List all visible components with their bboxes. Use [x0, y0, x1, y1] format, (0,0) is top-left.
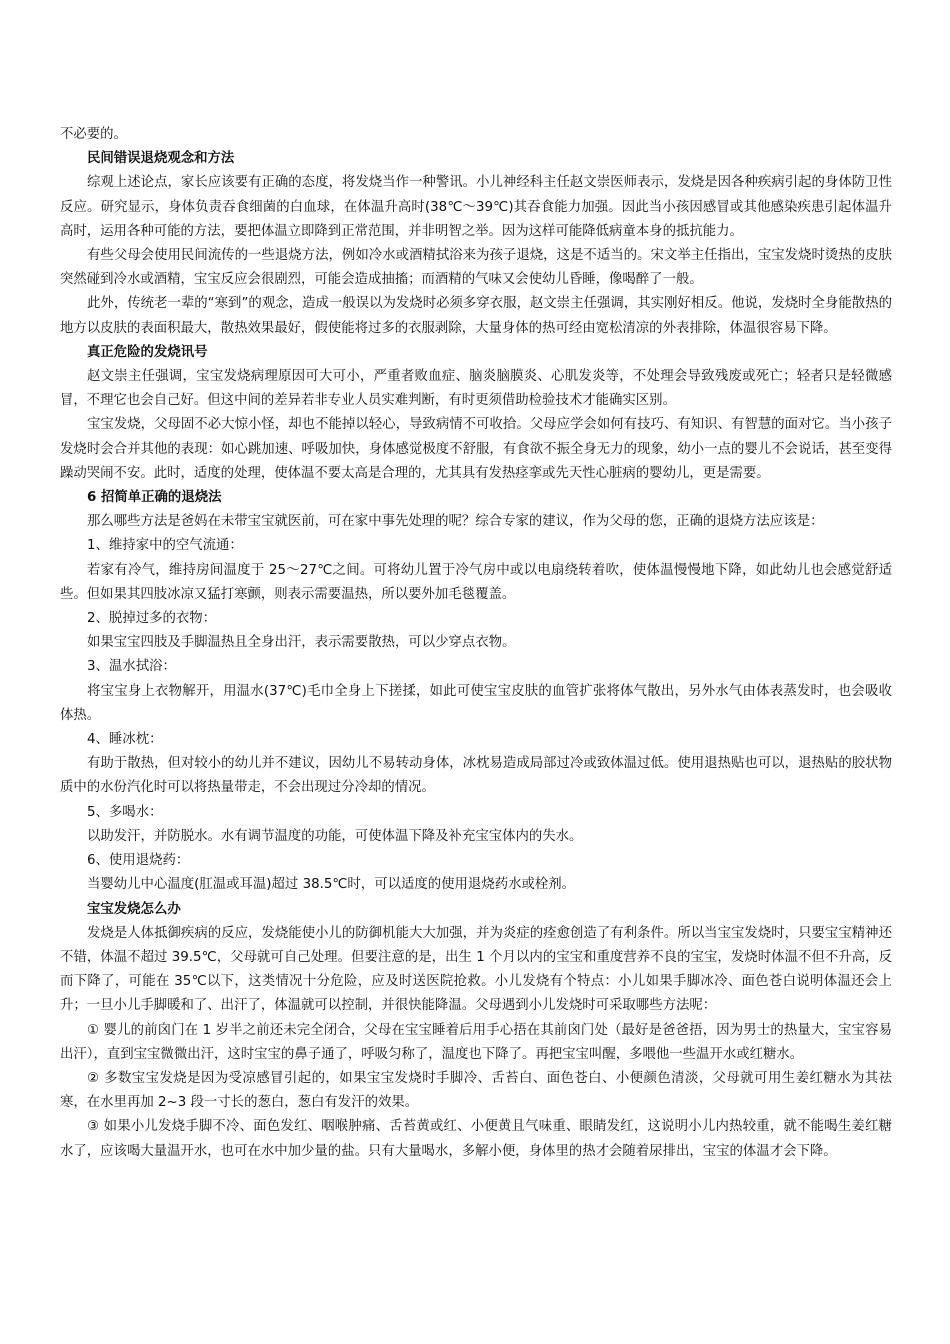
- paragraph: 将宝宝身上衣物解开，用温水(37℃)毛巾全身上下搓揉，如此可使宝宝皮肤的血管扩张将体气散出，另外水气由体表蒸发时，也会吸收体热。: [60, 683, 892, 723]
- paragraph: 此外，传统老一辈的“寒到”的观念，造成一般误以为发烧时必须多穿衣服，赵文崇主任强调，其实刚好相反。他说，发烧时全身能散热的地方以皮肤的表面积最大，散热效果最好，假使能将过多的衣服剥除，大量身体的热可经由宽松清凉的外表排除，体温很容易下降。: [60, 296, 892, 336]
- list-item-heading: 3、温水拭浴：: [87, 659, 176, 675]
- section-heading: 真正危险的发烧讯号: [87, 344, 208, 360]
- list-item-heading: 4、睡冰枕：: [87, 732, 163, 748]
- paragraph: 当婴幼儿中心温度(肛温或耳温)超过 38.5℃时，可以适度的使用退烧药水或栓剂。: [87, 877, 576, 893]
- section-heading: 宝宝发烧怎么办: [87, 901, 181, 917]
- paragraph: 以助发汗，并防脱水。水有调节温度的功能，可使体温下降及补充宝宝体内的失水。: [87, 828, 583, 844]
- article-body: [60, 123, 892, 1164]
- paragraph: 那么哪些方法是爸妈在未带宝宝就医前，可在家中事先处理的呢？综合专家的建议，作为父母的您，正确的退烧方法应该是：: [87, 514, 824, 530]
- paragraph: 如果宝宝四肢及手脚温热且全身出汗，表示需要散热，可以少穿点衣物。: [87, 635, 516, 651]
- paragraph: 有助于散热，但对较小的幼儿并不建议，因幼儿不易转动身体，冰枕易造成局部过冷或致体温过低。使用退热贴也可以，退热贴的胶状物质中的水份汽化时可以将热量带走，不会出现过分冷却的情况。: [60, 756, 892, 796]
- list-item-heading: 2、脱掉过多的衣物：: [87, 611, 217, 627]
- paragraph: ① 婴儿的前囟门在 1 岁半之前还未完全闭合，父母在宝宝睡着后用手心捂在其前囟门处（最好是爸爸捂，因为男士的热量大，宝宝容易出汗），直到宝宝微微出汗，这时宝宝的鼻子通了，呼吸匀称了，温度也下降了。再把宝宝叫醒，多喂他一些温开水或红糖水。: [60, 1022, 892, 1062]
- list-item-heading: 1、维持家中的空气流通：: [87, 538, 243, 554]
- paragraph: 有些父母会使用民间流传的一些退烧方法，例如冷水或酒精拭浴来为孩子退烧，这是不适当的。宋文举主任指出，宝宝发烧时烫热的皮肤突然碰到冷水或酒精，宝宝反应会很剧烈，可能会造成抽搐；而酒精的气味又会使幼儿昏睡，像喝醉了一般。: [60, 248, 892, 288]
- section-heading: 6 招简单正确的退烧法: [87, 490, 222, 506]
- paragraph: ② 多数宝宝发烧是因为受凉感冒引起的，如果宝宝发烧时手脚冷、舌苔白、面色苍白、小便颜色清淡，父母就可用生姜红糖水为其祛寒，在水里再加 2~3 段一寸长的葱白，葱白有发汗的效果。: [60, 1070, 892, 1111]
- paragraph: ③ 如果小儿发烧手脚不冷、面色发红、咽喉肿痛、舌苔黄或红、小便黄且气味重、眼睛发红，这说明小儿内热较重，就不能喝生姜红糖水了，应该喝大量温开水，也可在水中加少量的盐。只有大量喝水，多解小便，身体里的热才会随着尿排出，宝宝的体温才会下降。: [60, 1119, 892, 1159]
- paragraph: 若家有冷气，维持房间温度于 25～27℃之间。可将幼儿置于冷气房中或以电扇绕转着吹，使体温慢慢地下降，如此幼儿也会感觉舒适些。但如果其四肢冰凉又猛打寒颤，则表示需要温热，所以要外加毛毯覆盖。: [60, 562, 892, 602]
- section-heading: 民间错误退烧观念和方法: [87, 151, 235, 167]
- list-item-heading: 6、使用退烧药：: [87, 853, 190, 869]
- paragraph: 发烧是人体抵御疾病的反应，发烧能使小儿的防御机能大大加强，并为炎症的痊愈创造了有利条件。所以当宝宝发烧时，只要宝宝精神还不错，体温不超过 39.5℃，父母就可自己处理。但要注意的是，出生 1 个月以内的宝宝和重度营养不良的宝宝，发烧时体温不但不升高，反而下降了，可能在 35℃以下，这类情况十分危险，应及时送医院抢救。小儿发烧有个特点：小儿如果手脚冰冷、面色苍白说明体温还会上升；一旦小儿手脚暖和了、出汗了，体温就可以控制，并很快能降温。父母遇到小儿发烧时可采取哪些方法呢：: [60, 925, 892, 1014]
- paragraph: 综观上述论点，家长应该要有正确的态度，将发烧当作一种警讯。小儿神经科主任赵文崇医师表示，发烧是因各种疾病引起的身体防卫性反应。研究显示，身体负责吞食细菌的白血球，在体温升高时(38℃～39℃)其吞食能力加强。因此当小孩因感冒或其他感染疾患引起体温升高时，运用各种可能的方法，要把体温立即降到正常范围，并非明智之举。因为这样可能降低病童本身的抵抗能力。: [60, 175, 892, 239]
- paragraph: 不必要的。: [60, 127, 127, 142]
- paragraph: 赵文崇主任强调，宝宝发烧病理原因可大可小，严重者败血症、脑炎脑膜炎、心肌发炎等，不处理会导致残废或死亡；轻者只是轻微感冒，不理它也会自己好。但这中间的差异若非专业人员实难判断，有时更须借助检验技术才能确实区别。: [60, 369, 892, 409]
- paragraph: 宝宝发烧，父母固不必大惊小怪，却也不能掉以轻心，导致病情不可收拾。父母应学会如何有技巧、有知识、有智慧的面对它。当小孩子发烧时会合并其他的表现：如心跳加速、呼吸加快，身体感觉极度不舒服，有食欲不振全身无力的现象，幼小一点的婴儿不会说话，甚至变得躁动哭闹不安。此时，适度的处理，使体温不要太高是合理的，尤其具有发热痉挛或先天性心脏病的婴幼儿，更是需要。: [60, 417, 892, 481]
- list-item-heading: 5、多喝水：: [87, 804, 163, 820]
